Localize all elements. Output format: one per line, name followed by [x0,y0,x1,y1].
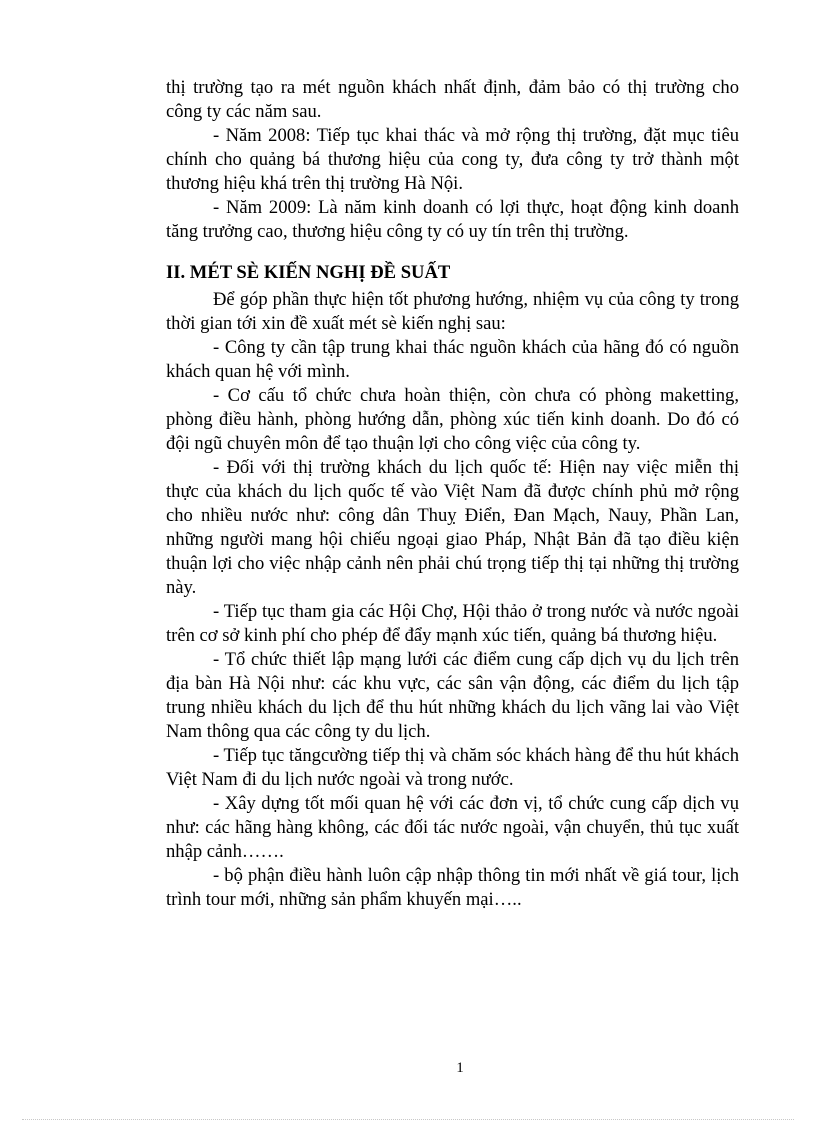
paragraph-2008: - Năm 2008: Tiếp tục khai thác và mở rộng thị trường, đặt mục tiêu chính cho quảng bá thương hiệu của cong ty, đưa công ty trở thành một thương hiệu khá trên thị trường Hà Nội. [166,125,739,194]
paragraph-recommendation-4: - Tiếp tục tham gia các Hội Chợ, Hội thảo ở trong nước và nước ngoài trên cơ sở kinh phí cho phép để đẩy mạnh xúc tiến, quảng bá thương hiệu. [166,601,739,646]
paragraph-recommendation-8: - bộ phận điều hành luôn cập nhập thông tin mới nhất về giá tour, lịch trình tour mới, những sản phẩm khuyến mại….. [166,865,739,910]
paragraph-continuation: thị trường tạo ra mét nguồn khách nhất định, đảm bảo có thị trường cho công ty các năm sau. [166,77,739,122]
paragraph-recommendation-1: - Công ty cần tập trung khai thác nguồn khách của hãng đó có nguồn khách quan hệ với mình. [166,337,739,382]
paragraph-recommendation-7: - Xây dựng tốt mối quan hệ với các đơn vị, tổ chức cung cấp dịch vụ như: các hãng hàng không, các đối tác nước ngoài, vận chuyển, thủ tục xuất nhập cảnh……. [166,793,739,862]
paragraph-recommendation-5: - Tổ chức thiết lập mạng lưới các điểm cung cấp dịch vụ du lịch trên địa bàn Hà Nội như: các khu vực, các sân vận động, các điểm du lịch tập trung nhiều khách du lịch để thu hút những khách du lịch vãng lai vào Việt Nam thông qua các công ty du lịch. [166,649,739,742]
document-body [166,76,739,912]
paragraph-recommendation-6: - Tiếp tục tăngcường tiếp thị và chăm sóc khách hàng để thu hút khách Việt Nam đi du lịch nước ngoài và trong nước. [166,745,739,790]
paragraph-intro: Để góp phần thực hiện tốt phương hướng, nhiệm vụ của công ty trong thời gian tới xin đề xuất mét sè kiến nghị sau: [166,289,739,334]
paragraph-2009: - Năm 2009: Là năm kinh doanh có lợi thực, hoạt động kinh doanh tăng trưởng cao, thương hiệu công ty có uy tín trên thị trường. [166,197,739,242]
page-number: 1 [456,1060,464,1076]
paragraph-recommendation-3: - Đối với thị trường khách du lịch quốc tế: Hiện nay việc miễn thị thực của khách du lịch quốc tế vào Việt Nam đã được chính phủ mở rộng cho nhiều nước như: công dân Thuỵ Điển, Đan Mạch, Nauy, Phần Lan, những người mang hội chiếu ngoại giao Pháp, Nhật Bản đã tạo điều kiện thuận lợi cho việc nhập cảnh nên phải chú trọng tiếp thị tại những thị trường này. [166,457,739,598]
page-bottom-divider [22,1119,794,1120]
section-heading: II. MÉT SÈ KIẾN NGHỊ ĐỀ SUẤT [166,262,451,283]
paragraph-recommendation-2: - Cơ cấu tổ chức chưa hoàn thiện, còn chưa có phòng maketting, phòng điều hành, phòng hướng dẫn, phòng xúc tiến kinh doanh. Do đó có đội ngũ chuyên môn để tạo thuận lợi cho công việc của công ty. [166,385,739,454]
